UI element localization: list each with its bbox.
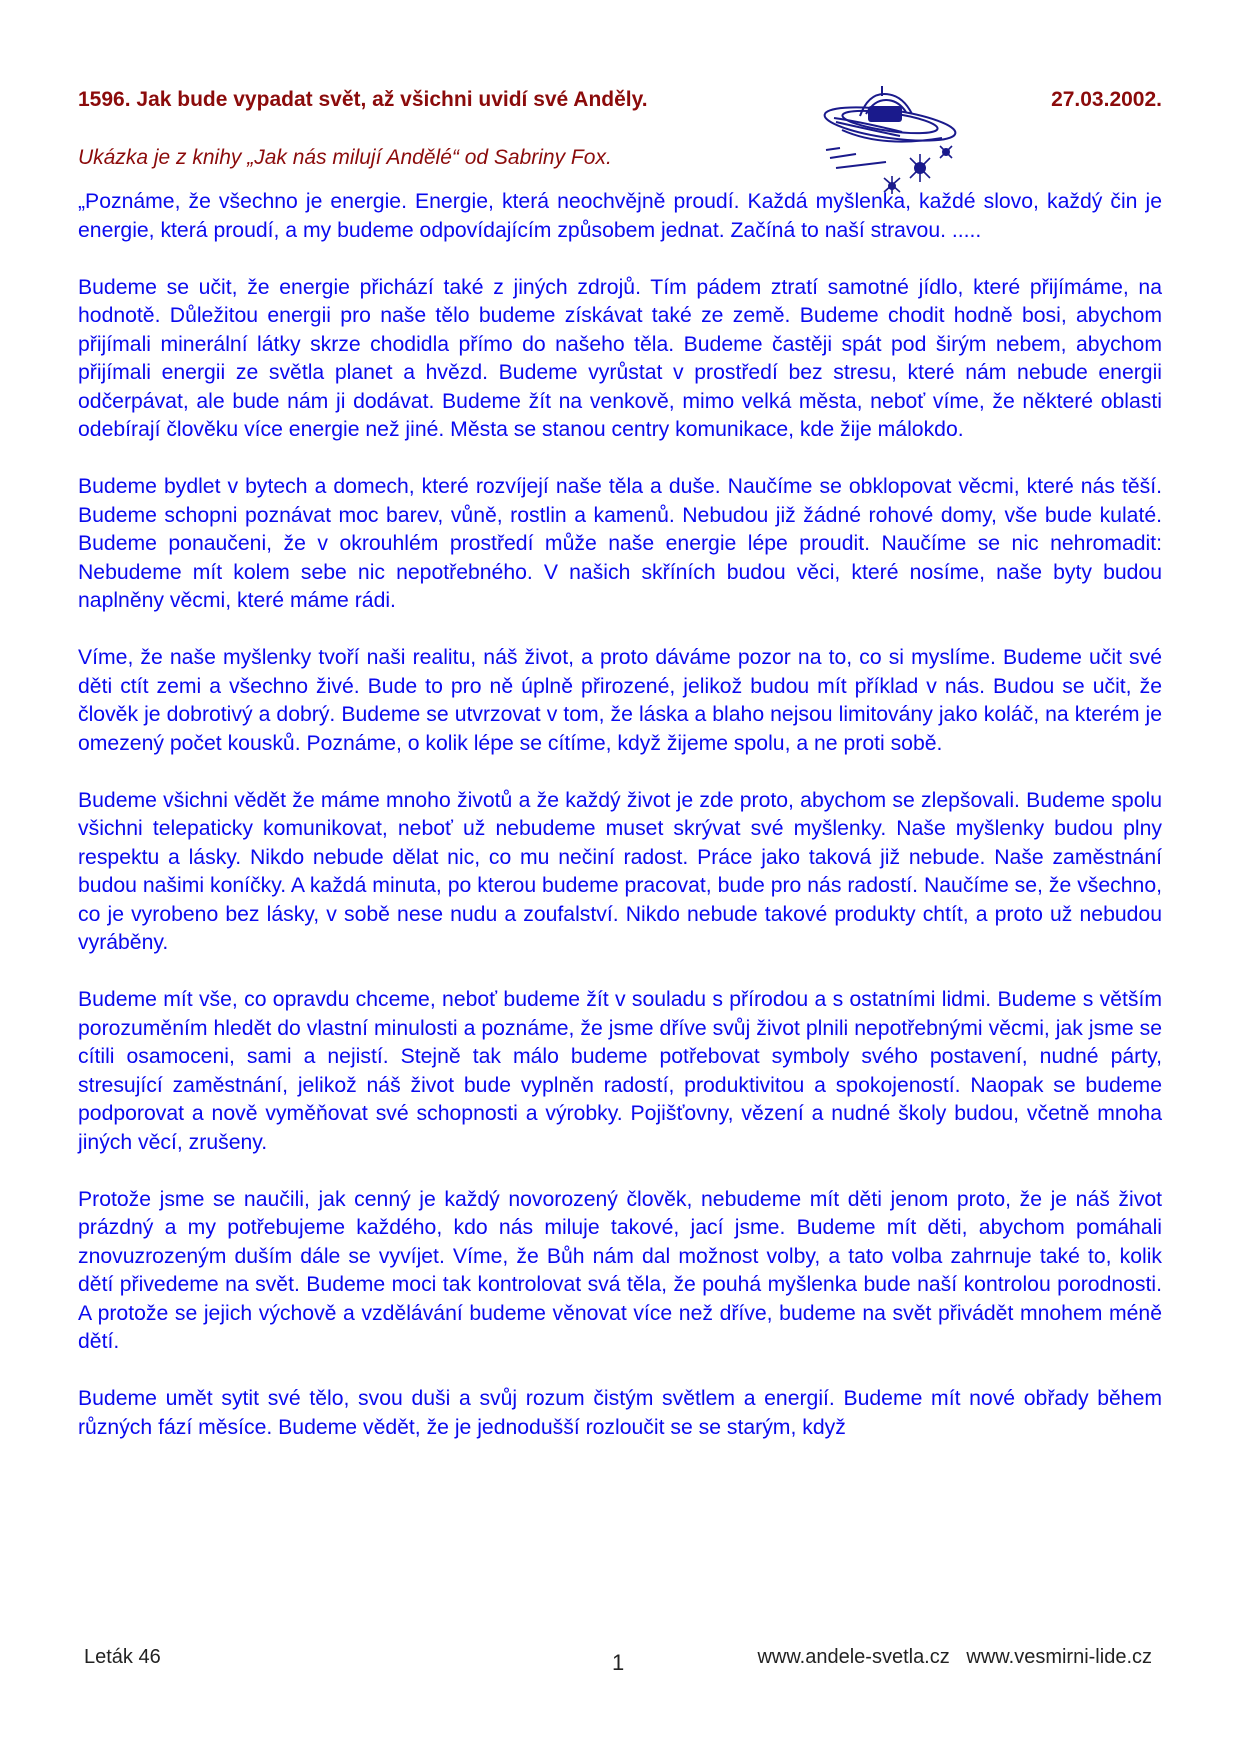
paragraph: Víme, že naše myšlenky tvoří naši realitu, náš život, a proto dáváme pozor na to, co si myslíme. Budeme učit své děti ctít zemi a všechno živé. Bude to pro ně úplně přirozené, jelikož budou mít příklad v nás. Budou se učit, že člověk je dobrotivý a dobrý. Budeme se utvrzovat v tom, že láska a blaho nejsou limitovány jako koláč, na kterém je omezený počet kousků. Poznáme, o kolik lépe se cítíme, když žijeme spolu, a ne proti sobě. bbox=[78, 646, 1162, 755]
page-number: 1 bbox=[612, 1650, 625, 1675]
article-body bbox=[78, 188, 1162, 1471]
document-date: 27.03.2002. bbox=[1051, 88, 1162, 111]
leaflet-number: Leták 46 bbox=[84, 1646, 161, 1668]
paragraph: Budeme mít vše, co opravdu chceme, neboť budeme žít v souladu s přírodou a s ostatními lidmi. Budeme s větším porozuměním hledět do vlastní minulosti a poznáme, že jsme dříve svůj život plnili nepotřebnými věcmi, jak jsme se cítili osamoceni, sami a nejistí. Stejně tak málo budeme potřebovat symboly svého postavení, nudné párty, stresující zaměstnání, jelikož náš život bude vyplněn radostí, produktivitou a spokojeností. Naopak se budeme podporovat a nově vyměňovat své schopnosti a výrobky. Pojišťovny, vězení a nudné školy budou, včetně mnoha jiných věcí, zrušeny. bbox=[78, 988, 1162, 1154]
paragraph: Budeme bydlet v bytech a domech, které rozvíjejí naše těla a duše. Naučíme se obklopovat věcmi, které nás těší. Budeme schopni poznávat moc barev, vůně, rostlin a kamenů. Nebudou již žádné rohové domy, vše bude kulaté. Budeme ponaučeni, že v okrouhlém prostředí může naše energie lépe proudit. Naučíme se nic nehromadit: Nebudeme mít kolem sebe nic nepotřebného. V našich skříních budou věci, které nosíme, naše byty budou naplněny věcmi, které máme rádi. bbox=[78, 475, 1162, 612]
paragraph: Protože jsme se naučili, jak cenný je každý novorozený člověk, nebudeme mít děti jenom proto, že je náš život prázdný a my potřebujeme každého, kdo nás miluje takové, jací jsme. Budeme mít děti, abychom pomáhali znovuzrozeným duším dále se vyvíjet. Víme, že Bůh nám dal možnost volby, a tato volba zahrnuje také to, kolik dětí přivedeme na svět. Budeme moci tak kontrolovat svá těla, že pouhá myšlenka bude naší kontrolou porodnosti. A protože se jejich výchově a vzdělávání budeme věnovat více než dříve, budeme na svět přivádět mnohem méně dětí. bbox=[78, 1187, 1162, 1353]
source-citation: Ukázka je z knihy „Jak nás milují Andělé“ od Sabriny Fox. bbox=[78, 146, 612, 169]
paragraph: Budeme všichni vědět že máme mnoho životů a že každý život je zde proto, abychom se zlepšovali. Budeme spolu všichni telepaticky komunikovat, neboť už nebudeme muset skrývat své myšlenky. Naše myšlenky budou plny respektu a lásky. Nikdo nebude dělat nic, co mu nečiní radost. Práce jako taková již nebude. Naše zaměstnání budou našimi koníčky. A každá minuta, po kterou budeme pracovat, bude pro nás radostí. Naučíme se, že všechno, co je vyrobeno bez lásky, v sobě nese nudu a zoufalství. Nikdo nebude takové produkty chtít, a proto už nebudou vyráběny. bbox=[78, 788, 1162, 954]
document-title: 1596. Jak bude vypadat svět, až všichni uvidí své Anděly. bbox=[78, 88, 648, 111]
website-links: www.andele-svetla.cz www.vesmirni-lide.cz bbox=[757, 1646, 1152, 1668]
paragraph: Budeme umět sytit své tělo, svou duši a svůj rozum čistým světlem a energií. Budeme mít nové obřady během různých fází měsíce. Budeme vědět, že je jednodušší rozloučit se se starým, když bbox=[78, 1387, 1162, 1439]
ufo-with-stars-icon bbox=[822, 86, 972, 194]
paragraph: „Poznáme, že všechno je energie. Energie, která neochvějně proudí. Každá myšlenka, každé slovo, každý čin je energie, která proudí, a my budeme odpovídajícím způsobem jednat. Začíná to naší stravou. ..... bbox=[78, 190, 1162, 242]
paragraph: Budeme se učit, že energie přichází také z jiných zdrojů. Tím pádem ztratí samotné jídlo, které přijímáme, na hodnotě. Důležitou energii pro naše tělo budeme získávat také ze země. Budeme chodit hodně bosi, abychom přijímali minerální látky skrze chodidla přímo do našeho těla. Budeme častěji spát pod širým nebem, abychom přijímali energii ze světla planet a hvězd. Budeme vyrůstat v prostředí bez stresu, které nám nebude energii odčerpávat, ale bude nám ji dodávat. Budeme žít na venkově, mimo velká města, neboť víme, že některé oblasti odebírají člověku více energie než jiné. Města se stanou centry komunikace, kde žije málokdo. bbox=[78, 275, 1162, 441]
